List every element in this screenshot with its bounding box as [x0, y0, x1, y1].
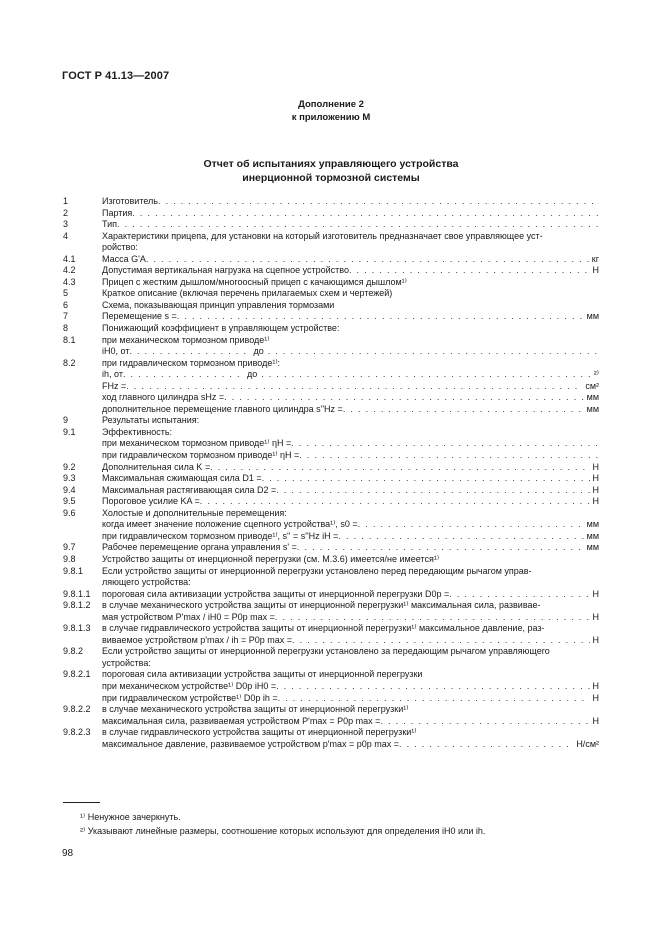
report-item-row [63, 623, 599, 635]
item-number: 7 [63, 311, 69, 322]
dot-leader [146, 254, 589, 266]
dot-leader [291, 438, 599, 450]
item-number: 4 [63, 230, 69, 241]
report-items-list [63, 196, 599, 750]
item-number: 9.8.2.1 [63, 669, 91, 680]
item-body [102, 427, 599, 439]
item-unit: Н [592, 461, 599, 472]
item-number: 9.8.2.2 [63, 704, 91, 715]
item-number: 9.8.2 [63, 646, 84, 657]
item-text: при гидравлическом устройстве¹⁾ D0p ih = [102, 692, 278, 703]
item-unit: кг [591, 253, 599, 264]
item-text: Дополнительная сила K = [102, 461, 211, 472]
item-body [102, 404, 599, 416]
item-text: Пороговое усилие KA = [102, 496, 200, 507]
footnote-separator [63, 802, 100, 803]
dot-leader [449, 589, 589, 601]
report-item-row [63, 519, 599, 531]
range-separator: до [253, 346, 264, 357]
item-number: 6 [63, 299, 69, 310]
report-item-row [63, 358, 599, 370]
report-item-row [63, 208, 599, 220]
item-number: 9 [63, 415, 69, 426]
item-number: 9.8.1.1 [63, 588, 91, 599]
item-body [102, 716, 599, 728]
report-item-row [63, 311, 599, 323]
item-text: в случае механического устройства защиты от инерционной перегрузки¹⁾ максимальная сила, развивае- [102, 600, 541, 611]
item-text: при механическом устройстве¹⁾ D0p iH0 = [102, 680, 277, 691]
report-title-line-1: Отчет об испытаниях управляющего устройства [203, 158, 459, 170]
report-item-row [63, 462, 599, 474]
report-item-row [63, 254, 599, 266]
dot-leader [117, 219, 599, 231]
report-item-row [63, 288, 599, 300]
item-unit: мм [586, 392, 599, 403]
item-text: при гидравлическом тормозном приводе¹⁾ ηH = [102, 450, 300, 461]
dot-leader [358, 519, 584, 531]
report-item-row [63, 646, 599, 658]
report-item-row [63, 508, 599, 520]
item-text: Понижающий коэффициент в управляющем устройстве: [102, 323, 340, 334]
report-item-row [63, 600, 599, 612]
item-unit: Н/см² [576, 738, 599, 749]
item-text: Допустимая вертикальная нагрузка на сцепное устройство [102, 265, 349, 276]
item-text: Холостые и дополнительные перемещения: [102, 507, 287, 518]
item-unit: Н [592, 680, 599, 691]
item-unit: мм [586, 542, 599, 553]
item-text: Максимальная сжимающая сила D1 = [102, 473, 262, 484]
item-text: пороговая сила активизации устройства защиты от инерционной перегрузки [102, 669, 423, 680]
item-body [102, 635, 599, 647]
report-item-row [63, 612, 599, 624]
dot-leader [338, 531, 583, 543]
item-text: Схема, показывающая принцип управления тормозами [102, 299, 335, 310]
dot-leader [299, 450, 599, 462]
item-body [102, 612, 599, 624]
item-number: 4.3 [63, 276, 76, 287]
report-title-line-2: инерционной тормозной системы [242, 172, 420, 184]
item-body [102, 519, 599, 531]
item-number: 3 [63, 219, 69, 230]
item-number: 9.2 [63, 461, 76, 472]
report-item-row [63, 196, 599, 208]
item-number: 8.1 [63, 334, 76, 345]
item-body [102, 438, 599, 450]
item-unit: мм [586, 403, 599, 414]
item-unit: мм [586, 311, 599, 322]
dot-leader [268, 346, 599, 358]
item-body [102, 450, 599, 462]
item-number: 9.3 [63, 473, 76, 484]
item-body [102, 254, 599, 266]
dot-leader [292, 635, 589, 647]
dot-leader [158, 196, 599, 208]
item-body [102, 335, 599, 347]
dot-leader [297, 542, 584, 554]
report-item-row [63, 485, 599, 497]
item-body [102, 231, 599, 243]
item-text: в случае механического устройства защиты от инерционной перегрузки¹⁾ [102, 704, 409, 715]
item-body [102, 693, 599, 705]
supplement-subtitle: к приложению М [291, 112, 371, 123]
item-body [102, 462, 599, 474]
item-body [102, 323, 599, 335]
item-text: в случае гидравлического устройства защиты от инерционной перегрузки¹⁾ максимальное давление, раз- [102, 623, 545, 634]
report-item-row [63, 415, 599, 427]
item-text: мая устройством P'max / iH0 = P0p max = [102, 611, 275, 622]
item-number: 5 [63, 288, 69, 299]
report-item-row [63, 381, 599, 393]
footnote-2: ²⁾ Указывают линейные размеры, соотношение которых используют для определения iH0 или ih. [80, 826, 486, 836]
item-text: Максимальная растягивающая сила D2 = [102, 484, 277, 495]
dot-leader [276, 485, 589, 497]
dot-leader [177, 311, 584, 323]
item-text: Перемещение s = [102, 311, 177, 322]
dot-leader [278, 693, 590, 705]
report-item-row [63, 427, 599, 439]
item-unit: Н [592, 496, 599, 507]
item-body [102, 658, 599, 670]
item-number: 9.8.1.3 [63, 623, 91, 634]
item-text: Рабочее перемещение органа управления s' = [102, 542, 297, 553]
dot-leader [349, 265, 590, 277]
item-body [102, 623, 599, 635]
item-body [102, 473, 599, 485]
item-text: Прицеп с жестким дышлом/многоосный прицеп с качающимся дышлом¹⁾ [102, 276, 407, 287]
item-number: 9.4 [63, 484, 76, 495]
item-body [102, 589, 599, 601]
item-text: Если устройство защиты от инерционной перегрузки установлено перед передающим рычагом управ- [102, 565, 532, 576]
dot-leader [224, 392, 584, 404]
dot-leader [276, 681, 589, 693]
item-body [102, 508, 599, 520]
item-text: при механическом тормозном приводе¹⁾ ηH = [102, 438, 292, 449]
report-item-row [63, 496, 599, 508]
report-item-row [63, 265, 599, 277]
item-body [102, 288, 599, 300]
item-body [102, 208, 599, 220]
dot-leader [262, 473, 590, 485]
item-body [102, 265, 599, 277]
report-item-row [63, 669, 599, 681]
report-item-row [63, 681, 599, 693]
report-item-row [63, 346, 599, 358]
report-item-row [63, 369, 599, 381]
report-item-row [63, 473, 599, 485]
report-item-row [63, 450, 599, 462]
item-body [102, 346, 599, 358]
item-text: Краткое описание (включая перечень прилагаемых схем и чертежей) [102, 288, 393, 299]
item-text: Эффективность: [102, 426, 173, 437]
item-body [102, 415, 599, 427]
item-unit: Н [592, 715, 599, 726]
report-item-row [63, 658, 599, 670]
item-number: 9.7 [63, 542, 76, 553]
item-body [102, 300, 599, 312]
dot-leader [343, 404, 584, 416]
report-item-row [63, 231, 599, 243]
item-unit: мм [586, 530, 599, 541]
item-body [102, 646, 599, 658]
item-unit: Н [592, 588, 599, 599]
item-number: 8 [63, 323, 69, 334]
report-item-row [63, 219, 599, 231]
item-body [102, 566, 599, 578]
item-text: когда имеет значение положение сцепного устройства¹⁾, s0 = [102, 519, 358, 530]
item-text: устройства: [102, 657, 151, 668]
item-unit: Н [592, 484, 599, 495]
dot-leader [123, 369, 243, 381]
report-item-row [63, 277, 599, 289]
item-text: дополнительное перемещение главного цилиндра s''Hz = [102, 403, 343, 414]
item-body [102, 727, 599, 739]
item-text: Масса G'A [102, 253, 146, 264]
report-item-row [63, 542, 599, 554]
item-number: 9.1 [63, 426, 76, 437]
item-body [102, 242, 599, 254]
dot-leader [380, 716, 589, 728]
item-number: 9.5 [63, 496, 76, 507]
item-number: 9.8.1.2 [63, 600, 91, 611]
item-text: виваемое устройством p'max / ih = P0p max = [102, 634, 293, 645]
item-number: 1 [63, 196, 69, 206]
item-body [102, 554, 599, 566]
item-text: максимальная сила, развиваемая устройством P'max = P0p max = [102, 715, 381, 726]
dot-leader [126, 381, 582, 393]
item-text: при гидравлическом тормозном приводе¹⁾, s'' = s''Hz iH = [102, 530, 339, 541]
item-body [102, 600, 599, 612]
item-number: 4.1 [63, 253, 76, 264]
report-item-row [63, 727, 599, 739]
item-number: 4.2 [63, 265, 76, 276]
item-number: 9.8.2.3 [63, 727, 91, 738]
report-item-row [63, 566, 599, 578]
report-item-row [63, 693, 599, 705]
item-text: ход главного цилиндра sHz = [102, 392, 225, 403]
item-body [102, 496, 599, 508]
item-body [102, 358, 599, 370]
item-text: Если устройство защиты от инерционной перегрузки установлено за передающим рычагом управляющего [102, 646, 550, 657]
item-text: FHz = [102, 380, 127, 391]
item-body [102, 704, 599, 716]
dot-leader [275, 612, 590, 624]
item-number: 9.8.1 [63, 565, 84, 576]
supplement-title: Дополнение 2 [298, 99, 364, 110]
item-body [102, 196, 599, 208]
item-body [102, 739, 599, 751]
dot-leader [210, 462, 589, 474]
report-item-row [63, 716, 599, 728]
item-unit: Н [592, 634, 599, 645]
item-text: максимальное давление, развиваемое устройством p'max = p0p max = [102, 738, 400, 749]
dot-leader [399, 739, 573, 751]
item-text: Характеристики прицепа, для установки на который изготовитель предназначает свое управляющее уст- [102, 230, 543, 241]
report-item-row [63, 577, 599, 589]
item-unit: Н [592, 611, 599, 622]
item-number: 2 [63, 207, 69, 218]
item-number: 9.6 [63, 507, 76, 518]
report-item-row [63, 635, 599, 647]
item-text: iH0, от [102, 346, 130, 357]
item-unit: ²⁾ [593, 369, 599, 380]
item-number: 8.2 [63, 357, 76, 368]
item-body [102, 369, 599, 381]
item-text: Устройство защиты от инерционной перегрузки (см. М.3.6) имеется/не имеется¹⁾ [102, 553, 440, 564]
item-text: ройство: [102, 242, 138, 253]
dot-leader [132, 208, 599, 220]
footnote-1: ¹⁾ Ненужное зачеркнуть. [80, 812, 181, 822]
report-item-row [63, 554, 599, 566]
dot-leader [129, 346, 249, 358]
item-text: Результаты испытания: [102, 415, 200, 426]
item-text: Изготовитель [102, 196, 158, 206]
item-body [102, 381, 599, 393]
page-number: 98 [62, 848, 74, 859]
report-item-row [63, 323, 599, 335]
item-body [102, 531, 599, 543]
item-text: в случае гидравлического устройства защиты от инерционной перегрузки¹⁾ [102, 727, 417, 738]
item-body [102, 669, 599, 681]
item-unit: мм [586, 519, 599, 530]
report-item-row [63, 335, 599, 347]
item-text: Тип [102, 219, 118, 230]
item-unit: Н [592, 473, 599, 484]
report-item-row [63, 242, 599, 254]
dot-leader [261, 369, 591, 381]
report-item-row [63, 739, 599, 751]
item-text: ляющего устройства: [102, 577, 191, 588]
item-text: ih, от [102, 369, 123, 380]
report-item-row [63, 300, 599, 312]
item-unit: см² [585, 380, 599, 391]
item-body [102, 392, 599, 404]
item-unit: Н [592, 265, 599, 276]
item-text: пороговая сила активизации устройства защиты от инерционной перегрузки D0p = [102, 588, 450, 599]
item-body [102, 219, 599, 231]
report-item-row [63, 404, 599, 416]
item-body [102, 311, 599, 323]
item-number: 9.8 [63, 553, 76, 564]
item-text: при механическом тормозном приводе¹⁾ [102, 334, 270, 345]
item-body [102, 277, 599, 289]
item-unit: Н [592, 692, 599, 703]
item-body [102, 681, 599, 693]
item-body [102, 577, 599, 589]
dot-leader [200, 496, 590, 508]
item-text: Партия [102, 207, 133, 218]
report-item-row [63, 438, 599, 450]
item-body [102, 542, 599, 554]
report-item-row [63, 531, 599, 543]
report-item-row [63, 589, 599, 601]
report-item-row [63, 704, 599, 716]
report-item-row [63, 392, 599, 404]
document-header: ГОСТ Р 41.13—2007 [62, 70, 170, 82]
item-body [102, 485, 599, 497]
item-text: при гидравлическом тормозном приводе¹⁾: [102, 357, 281, 368]
range-separator: до [246, 369, 258, 380]
